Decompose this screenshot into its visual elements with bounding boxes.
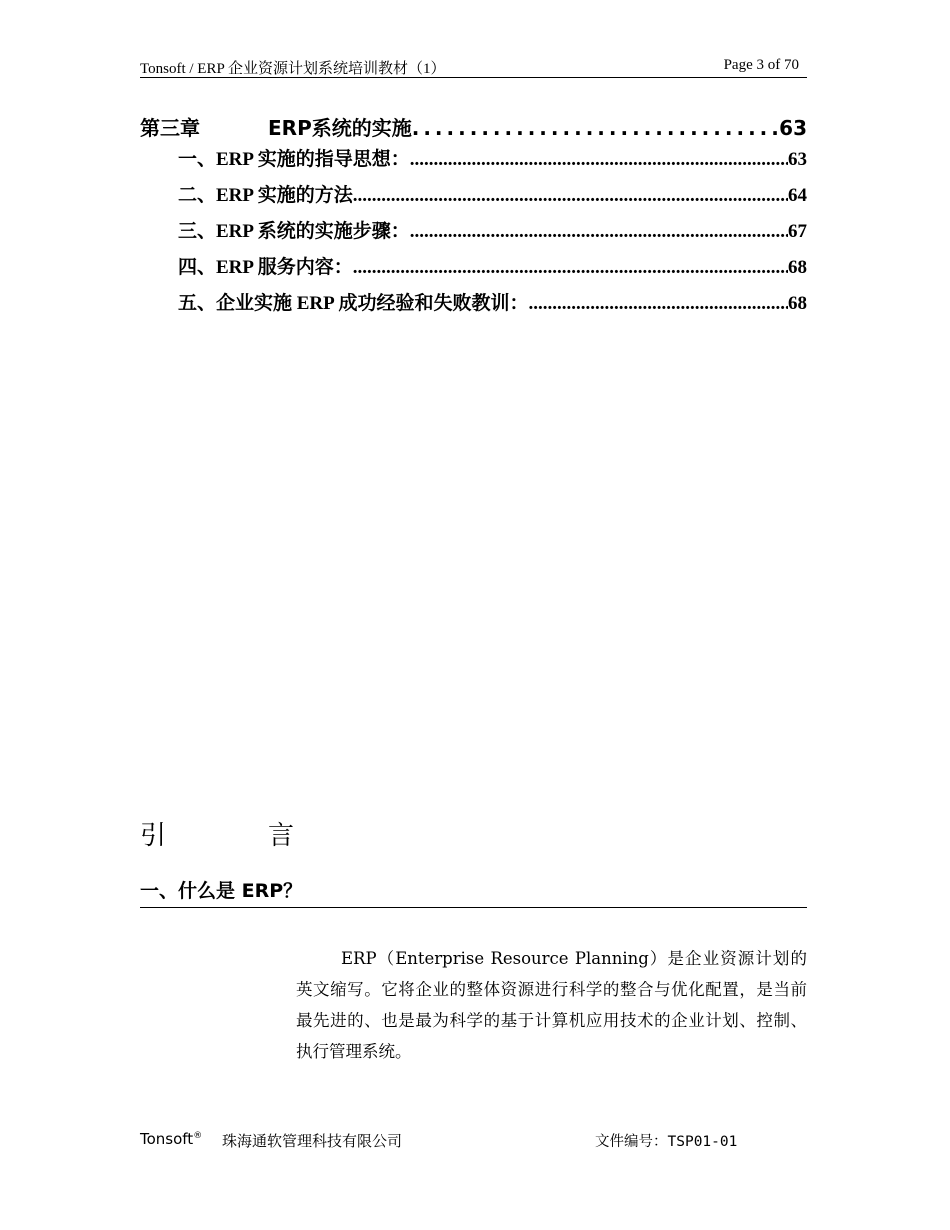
toc-entry-page: 64: [788, 185, 807, 206]
registered-mark: ®: [193, 1131, 203, 1141]
toc-entry[interactable]: [140, 216, 807, 252]
toc-entry-page: 68: [788, 257, 807, 278]
toc-entry-page: 67: [788, 221, 807, 242]
toc-entry-label: 五、企业实施 ERP 成功经验和失败教训：: [178, 293, 529, 314]
footer-doc-number: 文件编号：TSP01-01: [595, 1134, 738, 1150]
intro-heading-right: 言: [268, 821, 295, 851]
toc-entry-label: 三、ERP 系统的实施步骤：: [178, 221, 410, 242]
table-of-contents: [140, 112, 807, 324]
toc-entry-label: 四、ERP 服务内容：: [178, 257, 353, 278]
intro-heading-left: 引: [140, 821, 167, 851]
toc-entry-page: 63: [788, 149, 807, 170]
intro-heading: [140, 815, 294, 852]
toc-dot-leader: [353, 257, 788, 279]
header-title: Tonsoft / ERP 企业资源计划系统培训教材（1）: [140, 61, 446, 77]
toc-entry[interactable]: [140, 144, 807, 180]
section-heading: [140, 874, 807, 908]
toc-dot-leader: [528, 293, 788, 315]
header-page-number: Page 3 of 70: [723, 57, 799, 73]
toc-entry[interactable]: [140, 180, 807, 216]
toc-entry-label: 二、ERP 实施的方法: [178, 185, 353, 206]
toc-entry[interactable]: [140, 252, 807, 288]
footer-company: 珠海通软管理科技有限公司: [222, 1132, 403, 1150]
toc-entry[interactable]: [140, 288, 807, 324]
footer-brand-name: Tonsoft: [140, 1130, 194, 1148]
toc-chapter-entry[interactable]: [140, 112, 807, 144]
toc-chapter-title: ERP系统的实施: [268, 116, 412, 140]
toc-entry-label: 一、ERP 实施的指导思想：: [178, 149, 410, 170]
body-paragraph: ERP（Enterprise Resource Planning）是企业资源计划的英文缩写。它将企业的整体资源进行科学的整合与优化配置，是当前最先进的、也是最为科学的基于计算机应用技术的企业计划、控制、执行管理系统。: [296, 948, 807, 1061]
toc-dot-leader: [353, 185, 788, 207]
toc-dot-leader: [410, 149, 788, 171]
footer-brand: [140, 1130, 202, 1148]
toc-dot-leader: [412, 116, 777, 140]
section-heading-text: 一、什么是 ERP？: [140, 880, 303, 902]
page-header: [140, 55, 807, 78]
page-footer: [140, 1130, 807, 1152]
toc-dot-leader: [410, 221, 788, 243]
toc-chapter-page: 63: [779, 116, 807, 140]
toc-entry-page: 68: [788, 293, 807, 314]
toc-chapter-number: 第三章: [140, 116, 200, 140]
